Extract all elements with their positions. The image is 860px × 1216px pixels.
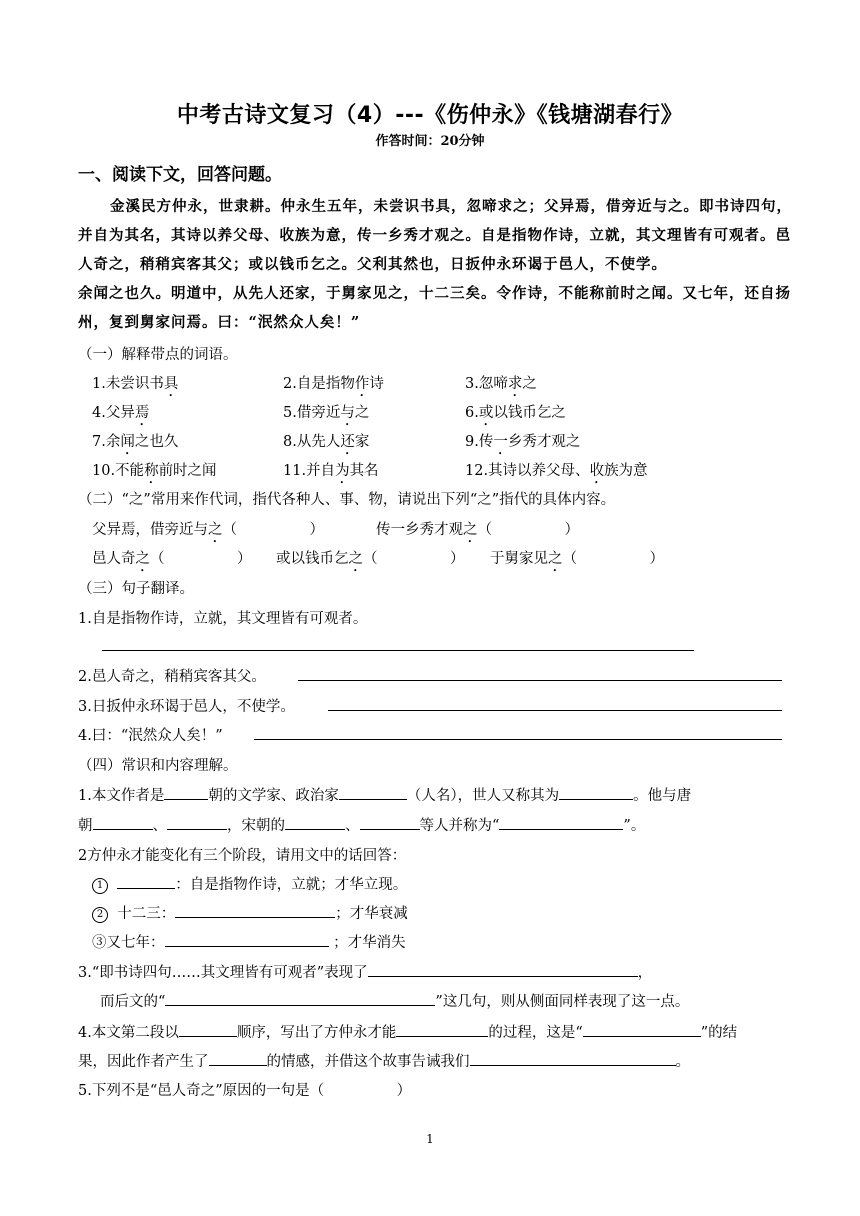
- dotted-word: 称: [144, 463, 159, 479]
- fill-blank[interactable]: [583, 1022, 701, 1037]
- item-text: 之也久: [134, 434, 179, 450]
- question-1-cont: [78, 814, 645, 835]
- dotted-word: 之: [135, 551, 150, 567]
- fill-blank[interactable]: [165, 991, 435, 1006]
- vocab-item: [92, 430, 178, 458]
- question-5: 5.下列不是“邑人奇之”原因的一句是（ ）: [78, 1083, 412, 1099]
- answer-line[interactable]: [298, 680, 782, 681]
- item-text: 之: [522, 376, 537, 392]
- q-text: ，: [637, 965, 653, 981]
- vocab-item: [465, 430, 580, 458]
- circle-number: 1: [92, 878, 108, 894]
- fill-blank[interactable]: [368, 962, 638, 977]
- vocab-item: [283, 430, 369, 458]
- item-text: （ ）: [222, 522, 324, 538]
- question-3-cont: [100, 990, 689, 1011]
- q-text: 1.本文作者是: [78, 788, 165, 804]
- item-text: （ ）: [363, 551, 465, 567]
- part1-heading: （一）解释带点的词语。: [78, 347, 238, 363]
- dotted-word: 求: [507, 376, 523, 392]
- item-text: 2.自是指物: [283, 376, 355, 392]
- q-text: 。: [675, 1054, 690, 1070]
- fill-blank[interactable]: [164, 785, 208, 800]
- part4-heading: （四）常识和内容理解。: [78, 758, 238, 774]
- question-2: 2方仲永才能变化有三个阶段，请用文中的话回答：: [78, 848, 407, 864]
- q-text: （人名），世人又称其为: [406, 788, 560, 804]
- q-text: ”这几句，则从侧面同样表现了这一点。: [435, 994, 690, 1010]
- item-text: 其名: [349, 463, 379, 479]
- question-4-cont: [78, 1050, 690, 1071]
- fill-blank[interactable]: [285, 815, 345, 830]
- item-text: （ ）: [562, 551, 664, 567]
- fill-blank[interactable]: [499, 815, 623, 830]
- section-heading: 一、阅读下文，回答问题。: [78, 165, 282, 185]
- page-number: 1: [426, 1132, 434, 1146]
- q-text: ③又七年：: [92, 935, 165, 951]
- fill-blank[interactable]: [339, 785, 407, 800]
- item-text: 邑人奇: [92, 551, 136, 567]
- dotted-word: 还: [340, 434, 355, 450]
- dotted-word: 焉: [134, 405, 150, 421]
- q-text: ，宋朝的: [227, 818, 285, 834]
- q-text: 的过程，这是“: [488, 1025, 583, 1041]
- q-text: ”。: [623, 818, 646, 834]
- translation-item: 4.曰：“泯然众人矣！”: [78, 728, 223, 744]
- item-text: 或以钱币乞: [276, 551, 349, 567]
- pronoun-item: [490, 547, 664, 575]
- q-text: 。他与唐: [633, 788, 692, 804]
- vocab-item: [465, 372, 537, 400]
- passage-line: 并自为其名，其诗以养父母、收族为意，传一乡秀才观之。自是指物作诗，立就，其文理皆有可观者。邑: [78, 227, 791, 244]
- dotted-word: 作: [354, 376, 370, 392]
- vocab-item: [465, 459, 648, 487]
- fill-blank[interactable]: [93, 815, 153, 830]
- item-text: 父异焉，借旁近与: [92, 522, 208, 538]
- item-text: 4.父异: [92, 405, 135, 421]
- question-4: [78, 1021, 737, 1042]
- item-text: 5.借旁近: [283, 405, 341, 421]
- pronoun-item: [376, 518, 579, 546]
- vocab-item: [92, 401, 149, 429]
- time-limit: 作答时间：20分钟: [375, 134, 485, 149]
- item-text: 前时之闻: [158, 463, 217, 479]
- fill-blank[interactable]: [167, 815, 227, 830]
- q-text: 而后文的“: [100, 994, 166, 1010]
- part2-heading: （二）“之”常用来作代词，指代各种人、事、物，请说出下列“之”指代的具体内容。: [78, 492, 616, 508]
- page-title: 中考古诗文复习（4）---《伤仲永》《钱塘湖春行》: [176, 103, 684, 128]
- stage-3: [92, 931, 406, 952]
- passage-line: 州，复到舅家问焉。曰：“泯然众人矣！”: [78, 314, 361, 331]
- item-text: 12.其诗以养父母、: [465, 463, 590, 479]
- question-3: [78, 961, 652, 982]
- vocab-item: [283, 372, 384, 400]
- vocab-item: [283, 459, 379, 487]
- q-text: ”的结: [700, 1025, 738, 1041]
- vocab-item: [283, 401, 369, 429]
- fill-blank[interactable]: [360, 815, 420, 830]
- dotted-word: 收: [589, 463, 605, 479]
- item-text: 于舅家见: [490, 551, 548, 567]
- fill-blank[interactable]: [117, 874, 175, 889]
- item-text: 8.从先人: [283, 434, 341, 450]
- item-text: 11.并自: [283, 463, 336, 479]
- q-text: 4.本文第二段以: [78, 1025, 179, 1041]
- q-text: 的情感，并借这个故事告诫我们: [266, 1054, 470, 1070]
- vocab-item: [465, 401, 566, 429]
- q-text: 、: [152, 818, 167, 834]
- stage-2: [92, 902, 408, 923]
- q-text: 、: [345, 818, 360, 834]
- pronoun-item: [92, 518, 324, 546]
- translation-item: 1.自是指物作诗，立就，其文理皆有可观者。: [78, 611, 368, 627]
- fill-blank[interactable]: [396, 1022, 488, 1037]
- dotted-word: 为: [335, 463, 350, 479]
- item-text: 族为意: [604, 463, 648, 479]
- question-1: [78, 784, 691, 805]
- fill-blank[interactable]: [209, 1051, 267, 1066]
- item-text: （ ）: [150, 551, 252, 567]
- q-text: 顺序，写出了方仲永才能: [236, 1025, 397, 1041]
- dotted-word: 之: [463, 522, 478, 538]
- item-text: 6.: [465, 405, 479, 421]
- item-text: 诗: [369, 376, 384, 392]
- q-text: 朝: [78, 818, 93, 834]
- translation-item: 2.邑人奇之，稍稍宾客其父。: [78, 669, 266, 685]
- dotted-word: 具: [163, 376, 179, 392]
- item-text: （ ）: [477, 522, 579, 538]
- dotted-word: 一: [493, 434, 508, 450]
- circle-number: 2: [92, 907, 108, 923]
- answer-line[interactable]: [254, 739, 782, 740]
- translation-item: 3.日扳仲永环谒于邑人，不使学。: [78, 699, 295, 715]
- answer-line[interactable]: [102, 650, 694, 651]
- item-text: 乡秀才观之: [507, 434, 581, 450]
- q-text: ；才华消失: [333, 935, 406, 951]
- fill-blank[interactable]: [165, 932, 329, 947]
- passage-line: 余闻之也久。明道中，从先人还家，于舅家见之，十二三矣。令作诗，不能称前时之闻。又七年，还自扬: [78, 285, 791, 302]
- dotted-word: 之: [548, 551, 563, 567]
- fill-blank[interactable]: [175, 903, 335, 918]
- q-text: 朝的文学家、政治家: [208, 788, 339, 804]
- item-text: 7.余: [92, 434, 121, 450]
- dotted-word: 或: [478, 405, 494, 421]
- q-text: 3.“即书诗四句……其文理皆有可观者”表现了: [78, 965, 368, 981]
- q-text: ：自是指物作诗，立就；才华立现。: [175, 877, 408, 893]
- q-text: 等人并称为“: [419, 818, 500, 834]
- passage-line: 金溪民方仲永，世隶耕。仲永生五年，未尝识书具，忽啼求之；父异焉，借旁近与之。即书诗四句，: [110, 198, 792, 215]
- item-text: 1.未尝识书: [92, 376, 164, 392]
- q-text: 十二三：: [117, 906, 176, 922]
- dotted-word: 之: [208, 522, 223, 538]
- q-text: 果，因此作者产生了: [78, 1054, 209, 1070]
- item-text: 10.不能: [92, 463, 145, 479]
- q-text: ；才华衰减: [335, 906, 408, 922]
- passage-line: 人奇之，稍稍宾客其父；或以钱币乞之。父利其然也，日扳仲永环谒于邑人，不使学。: [78, 256, 667, 273]
- part3-heading: （三）句子翻译。: [78, 581, 194, 597]
- dotted-word: 闻: [120, 434, 135, 450]
- stage-1: [92, 873, 407, 894]
- fill-blank[interactable]: [179, 1022, 237, 1037]
- item-text: 以钱币乞之: [493, 405, 566, 421]
- item-text: 之: [354, 405, 370, 421]
- pronoun-item: [92, 547, 252, 575]
- fill-blank[interactable]: [559, 785, 633, 800]
- item-text: 传一乡秀才观: [376, 522, 463, 538]
- fill-blank[interactable]: [470, 1051, 676, 1066]
- dotted-word: 之: [348, 551, 363, 567]
- dotted-word: 与: [340, 405, 355, 421]
- item-text: 9.传: [465, 434, 494, 450]
- item-text: 3.忽啼: [465, 376, 508, 392]
- vocab-item: [92, 459, 217, 487]
- vocab-item: [92, 372, 178, 400]
- pronoun-item: [276, 547, 465, 575]
- answer-line[interactable]: [328, 710, 782, 711]
- item-text: 家: [354, 434, 370, 450]
